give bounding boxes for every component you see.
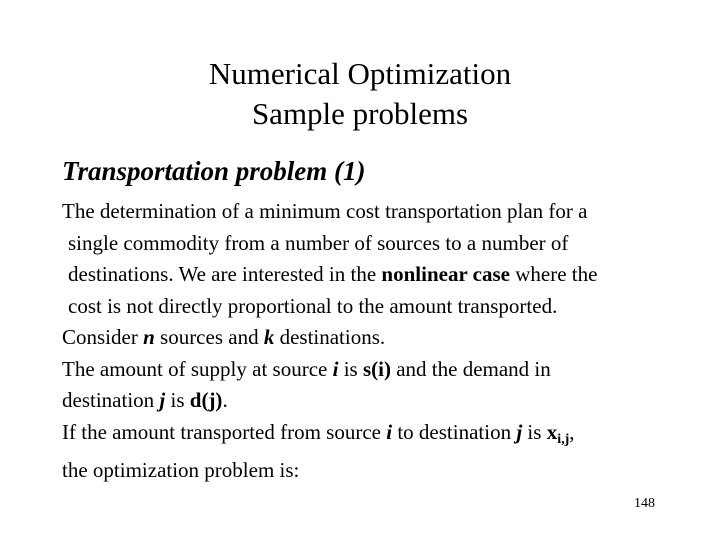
text-line-9: the optimization problem is: xyxy=(62,458,300,482)
text-span: to destination xyxy=(392,419,517,444)
text-span: destinations. xyxy=(274,325,386,349)
page-number: 148 xyxy=(634,496,655,511)
var-j: j xyxy=(159,388,166,412)
text-span: is xyxy=(522,419,547,444)
nonlinear-case-term: nonlinear case xyxy=(381,262,510,286)
text-span: where the xyxy=(509,262,598,286)
var-i: i xyxy=(386,419,393,444)
text-line-1: The determination of a minimum cost transportation plan for a xyxy=(62,199,588,223)
text-span: If the amount transported from source xyxy=(62,419,387,444)
slide-title xyxy=(0,54,720,134)
var-j: j xyxy=(516,419,523,444)
supply-expr: s(i) xyxy=(362,356,391,381)
text-line-5 xyxy=(62,322,712,354)
text-span: , xyxy=(569,419,575,444)
var-k: k xyxy=(263,325,275,349)
demand-expr: d(j) xyxy=(189,388,223,412)
var-i: i xyxy=(332,356,339,381)
text-span: destination xyxy=(62,388,160,412)
text-line-4: cost is not directly proportional to the amount transported. xyxy=(68,293,558,318)
text-span: is xyxy=(338,356,363,381)
title-line-1: Numerical Optimization xyxy=(208,56,512,91)
title-line-2: Sample problems xyxy=(251,96,469,131)
var-x-subscript: i,j xyxy=(557,431,570,447)
text-span: sources and xyxy=(154,325,264,349)
text-span: is xyxy=(165,388,190,412)
text-span: . xyxy=(222,388,228,412)
text-span: destinations. We are interested in the xyxy=(68,262,382,286)
text-line-3 xyxy=(62,259,712,291)
text-line-8 xyxy=(62,417,712,456)
body-text xyxy=(62,196,712,487)
var-n: n xyxy=(143,325,155,349)
section-heading: Transportation problem (1) xyxy=(62,156,366,186)
var-x: x xyxy=(546,419,558,444)
text-span: and the demand in xyxy=(390,356,551,381)
text-span: Consider xyxy=(62,325,144,349)
text-line-6 xyxy=(62,354,712,386)
text-line-7 xyxy=(62,385,712,417)
text-line-2: single commodity from a number of sources to a number of xyxy=(68,230,569,255)
text-span: The amount of supply at source xyxy=(62,356,333,381)
